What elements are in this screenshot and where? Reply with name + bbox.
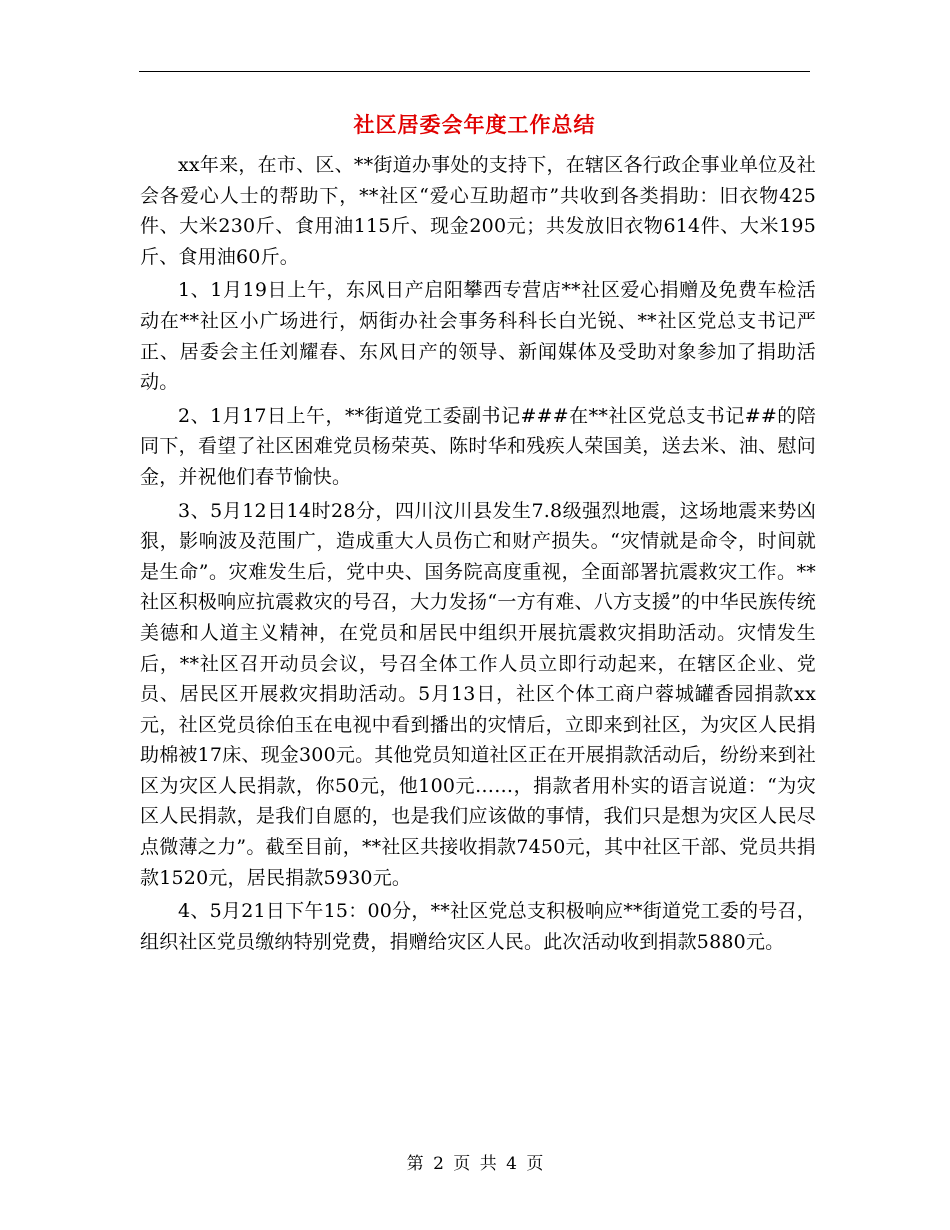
document-title: 社区居委会年度工作总结 bbox=[353, 112, 596, 137]
paragraph-item-4: 4、5月21日下午15：00分，**社区党总支积极响应**街道党工委的号召，组织社区党员缴纳特别党费，捐赠给灾区人民。此次活动收到捐款5880元。 bbox=[140, 900, 816, 953]
paragraph-item-1: 1、1月19日上午，东风日产启阳攀西专营店**社区爱心捐赠及免费车检活动在**社区小广场进行，炳街办社会事务科科长白光锐、**社区党总支书记严正、居委会主任刘耀春、东风日产的领导、新闻媒体及受助对象参加了捐助活动。 bbox=[140, 279, 816, 394]
document-body bbox=[140, 150, 816, 960]
paragraph-item-3: 3、5月12日14时28分，四川汶川县发生7.8级强烈地震，这场地震来势凶狠，影响波及范围广，造成重大人员伤亡和财产损失。“灾情就是命令，时间就是生命”。灾难发生后，党中央、国务院高度重视，全面部署抗震救灾工作。**社区积极响应抗震救灾的号召，大力发扬“一方有难、八方支援”的中华民族传统美德和人道主义精神，在党员和居民中组织开展抗震救灾捐助活动。灾情发生后，**社区召开动员会议，号召全体工作人员立即行动起来，在辖区企业、党员、居民区开展救灾捐助活动。5月13日，社区个体工商户蓉城罐香园捐款xx元，社区党员徐伯玉在电视中看到播出的灾情后，立即来到社区，为灾区人民捐助棉被17床、现金300元。其他党员知道社区正在开展捐款活动后，纷纷来到社区为灾区人民捐款，你50元，他100元……，捐款者用朴实的语言说道：“为灾区人民捐款，是我们自愿的，也是我们应该做的事情，我们只是想为灾区人民尽点微薄之力”。截至目前，**社区共接收捐款7450元，其中社区干部、党员共捐款1520元，居民捐款5930元。 bbox=[140, 499, 816, 889]
header-rule bbox=[139, 71, 810, 72]
page-number-footer: 第 2 页 共 4 页 bbox=[406, 1154, 544, 1174]
paragraph-item-2: 2、1月17日上午，**街道党工委副书记###在**社区党总支书记##的陪同下，看望了社区困难党员杨荣英、陈时华和残疾人荣国美，送去米、油、慰问金，并祝他们春节愉快。 bbox=[140, 404, 816, 488]
paragraph-intro: xx年来，在市、区、**街道办事处的支持下，在辖区各行政企事业单位及社会各爱心人士的帮助下，**社区“爱心互助超市”共收到各类捐助：旧衣物425件、大米230斤、食用油115斤、现金200元；共发放旧衣物614件、大米195斤、食用油60斤。 bbox=[140, 154, 816, 268]
